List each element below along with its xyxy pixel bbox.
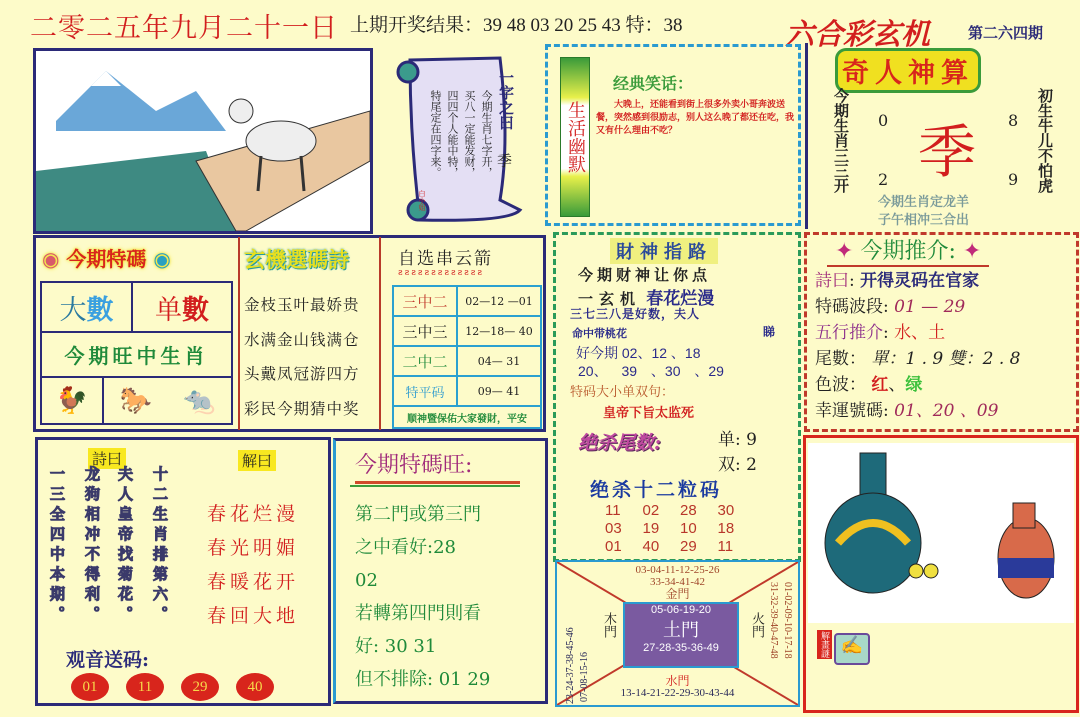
earth-nums-top: 05-06-19-20 xyxy=(651,604,711,616)
scroll-title: 一字之曰 xyxy=(497,70,515,130)
double-value: 2 xyxy=(746,455,757,475)
rat-icon: 🐀 xyxy=(183,385,216,416)
poem-text: 开得灵码在官家 xyxy=(860,271,980,291)
big-label-2: 數 xyxy=(86,294,114,326)
row-label: 二中二 xyxy=(393,346,457,376)
tema-title xyxy=(42,243,171,272)
qiren-panel xyxy=(805,43,1077,229)
shiyue-col: 一三全四中本期。 xyxy=(48,466,66,626)
jie-label: 解曰 xyxy=(238,450,276,471)
divider xyxy=(379,237,381,430)
joke-panel xyxy=(545,44,801,226)
tail-label: 尾數： xyxy=(815,349,866,369)
wood-nums-1: 07-08-15-16 xyxy=(579,652,590,702)
color-row: 色波： 红、绿 xyxy=(815,375,923,395)
single-label: 单: xyxy=(718,430,741,450)
earth-nums-bottom: 27-28-35-36-49 xyxy=(643,642,719,654)
kill-number: 18 xyxy=(717,520,735,537)
poem-row: 詩曰: 开得灵码在官家 xyxy=(815,271,980,291)
single-label: 单 xyxy=(155,294,182,326)
table-row xyxy=(393,406,541,428)
shiyue-col: 夫人皇帝找菊花。 xyxy=(116,466,134,626)
metal-gate xyxy=(557,564,798,600)
dxds-title: 特码大小单双句： xyxy=(570,385,675,400)
shiyue-col: 十二生肖排第六。 xyxy=(151,466,169,626)
jie-line: 春花烂漫 xyxy=(207,503,300,525)
divider xyxy=(350,485,520,487)
wang-line: 02 xyxy=(355,570,378,591)
number-ball: 01 xyxy=(71,673,109,701)
qiren-big-char: 季 xyxy=(918,118,977,186)
row-label: 特平码 xyxy=(393,376,457,406)
picture-puzzle-panel xyxy=(803,435,1079,713)
wuxing-value: 水、土 xyxy=(894,323,946,343)
single-label-2: 數 xyxy=(182,294,209,326)
caishen-line-5: 好今期 02、12 、18 xyxy=(576,345,701,361)
metal-nums-2: 33-34-41-42 xyxy=(650,576,705,588)
kill-number: 40 xyxy=(642,538,660,555)
poem-title: 玄機選碼詩 xyxy=(244,247,349,272)
wave-label: 特碼波段 xyxy=(815,297,883,317)
row-label: 三中二 xyxy=(393,286,457,316)
gates-panel xyxy=(555,560,800,707)
arrow-table xyxy=(392,285,542,429)
color-red: 红 xyxy=(871,375,889,395)
joke-banner: 生活幽默 xyxy=(560,57,590,217)
kill-number: 01 xyxy=(605,538,622,555)
target-icon: ◉ xyxy=(42,247,60,271)
poem-line: 彩民今期猜中奖 xyxy=(244,399,360,418)
rooster-icon: 🐓 xyxy=(40,376,104,425)
row-label: 三中三 xyxy=(393,316,457,346)
jie-line: 春暖花开 xyxy=(207,571,300,593)
dxds-text: 皇帝下旨太监死 xyxy=(603,406,695,421)
qiren-line-1: 今期生肖定龙羊 xyxy=(878,195,970,210)
qiren-line-2: 子午相冲三合出 xyxy=(878,213,970,228)
target-icon: ◉ xyxy=(153,247,171,271)
special-label: 特： xyxy=(625,15,664,36)
poem-line: 金枝玉叶最娇贵 xyxy=(244,296,360,314)
divider xyxy=(238,237,240,430)
star-icon: ✦ xyxy=(962,239,982,264)
fire-gate-label: 火門 xyxy=(749,612,764,638)
qiren-right-text: 初生牛儿不怕虎 xyxy=(1036,88,1054,193)
kill-double xyxy=(718,450,757,475)
single-number-cell xyxy=(131,281,233,333)
goat-picture xyxy=(33,48,373,234)
qiren-digit-1: 0 xyxy=(878,111,889,130)
caishen-title: 財神指路 xyxy=(610,238,718,264)
table-row xyxy=(393,286,541,316)
scroll-panel xyxy=(390,50,530,226)
tema-title-text: 今期特碼 xyxy=(66,247,147,271)
kill-number: 19 xyxy=(642,520,660,537)
scroll-line-3: 四四个人能中特， xyxy=(446,90,459,178)
caishen-line-4: 命中带桃花 xyxy=(572,327,627,340)
big-number-cell xyxy=(40,281,133,333)
row-value: 02—12 —01 xyxy=(457,286,541,316)
kill-number: 30 xyxy=(717,502,735,519)
poem-label: 詩曰 xyxy=(815,271,849,291)
water-nums: 13-14-21-22-29-30-43-44 xyxy=(620,687,735,699)
kill-number: 11 xyxy=(717,538,734,555)
last-result xyxy=(350,10,683,37)
special-number: 38 xyxy=(663,15,683,36)
tail-double: 雙：2 . 8 xyxy=(948,349,1021,369)
shiyue-label: 詩曰 xyxy=(88,448,126,469)
result-label: 上期开奖结果： xyxy=(350,15,484,36)
jie-line: 春回大地 xyxy=(207,605,300,627)
single-value: 9 xyxy=(746,430,757,450)
table-row xyxy=(393,316,541,346)
decorative-wave: ƨƨƨƨƨƨƨƨƨƨƨƨƨ xyxy=(398,268,485,278)
goat-illustration xyxy=(36,51,370,231)
kill-number: 10 xyxy=(680,520,697,537)
date-title: 二零二五年九月二十一日 xyxy=(30,13,338,44)
kill-number: 02 xyxy=(642,502,660,519)
wave-row: 特碼波段: 01 — 29 xyxy=(815,297,966,317)
star-icon: ✦ xyxy=(835,239,854,264)
vase-illustration xyxy=(808,443,1074,623)
color-label: 色波： xyxy=(815,375,866,395)
qiren-title: 奇人神算 xyxy=(838,51,978,90)
number-ball: 11 xyxy=(126,673,164,701)
kill-single xyxy=(718,425,757,450)
qiren-left-text: 今期生肖三三开 xyxy=(832,88,850,193)
wang-line: 好: 30 31 xyxy=(355,636,437,657)
horse-icon: 🐎 xyxy=(119,385,152,416)
qiren-digit-2: 8 xyxy=(1008,111,1019,130)
kill12-title: 绝杀十二粒码 xyxy=(590,479,723,501)
tuijie-title-text: 今期推介: xyxy=(860,239,956,264)
wang-title: 今期特碼旺: xyxy=(355,448,520,484)
row-value: 09— 41 xyxy=(457,376,541,406)
jie-lines xyxy=(207,497,299,633)
book-icon: ✍ xyxy=(834,633,870,665)
fire-nums-2: 31-32-39-40-47-48 xyxy=(768,582,779,659)
wang-line: 但不排除: 01 29 xyxy=(355,669,491,690)
line2a: 一玄机 xyxy=(578,290,642,308)
poem-lines xyxy=(244,288,360,426)
wuxing-row: 五行推介: 水、土 xyxy=(815,323,946,343)
caishen-line-6: 20、 39 、30 、29 xyxy=(578,363,724,379)
joke-title: 经典笑话： xyxy=(613,74,694,93)
fire-nums-1: 01-02-09-10-17-18 xyxy=(782,582,793,659)
kill-number: 11 xyxy=(605,502,621,519)
scroll-line-2: 买八一定能发财， xyxy=(463,90,476,178)
tuijie-title xyxy=(827,234,989,267)
kill-number: 28 xyxy=(680,502,697,519)
kill-number: 03 xyxy=(605,520,622,537)
double-label: 双: xyxy=(718,455,741,475)
scroll-seal: 白小姐 xyxy=(418,190,426,211)
poem-line: 头戴凤冠游四方 xyxy=(244,365,360,383)
kill12-grid xyxy=(605,502,755,556)
metal-nums-1: 03-04-11-12-25-26 xyxy=(635,564,720,576)
number-ball: 40 xyxy=(236,673,274,701)
lucky-label: 幸運號碼 xyxy=(815,401,883,421)
kill-number: 29 xyxy=(680,538,697,555)
big-label: 大 xyxy=(59,294,87,326)
earth-gate xyxy=(623,602,739,668)
caishen-line-4b: 睇 xyxy=(763,325,776,339)
poem-line: 水满金山钱满仓 xyxy=(244,330,360,349)
scroll-line-1: 今期生肖七字开， xyxy=(480,90,493,178)
table-row xyxy=(393,346,541,376)
caishen-line-1: 今期财神让你点 xyxy=(578,266,712,284)
lucky-row: 幸運號碼: 01、20 、09 xyxy=(815,401,999,421)
tail-single: 單：1 . 9 xyxy=(871,349,944,369)
kill-tail-title: 绝杀尾数: xyxy=(578,432,662,454)
brand-title: 六合彩玄机 xyxy=(785,17,931,51)
result-numbers: 39 48 03 20 25 43 xyxy=(483,15,621,36)
jie-line: 春光明媚 xyxy=(207,537,300,559)
wang-lines xyxy=(355,498,490,696)
line2b: 春花烂漫 xyxy=(646,289,715,309)
shiyue-col: 龙狗相冲不得利。 xyxy=(83,466,101,626)
wood-gate-label: 木門 xyxy=(601,612,616,638)
lucky-value: 01、20 、09 xyxy=(894,401,999,421)
wang-line: 之中看好:28 xyxy=(355,537,456,558)
guanyin-title: 观音送码: xyxy=(66,649,150,671)
wave-value: 01 — 29 xyxy=(894,297,966,317)
table-row xyxy=(393,376,541,406)
scroll-title-char: 季 xyxy=(497,152,513,170)
row-value: 04— 31 xyxy=(457,346,541,376)
arrow-title: 自选串云箭 xyxy=(398,249,493,269)
row-value: 12—18— 40 xyxy=(457,316,541,346)
qiren-digit-3: 2 xyxy=(878,170,889,189)
color-green: 绿 xyxy=(905,375,923,395)
animals-cell xyxy=(102,376,233,425)
arrow-footer: 顺神暨保佑大家發財，平安 xyxy=(393,406,541,428)
issue-number: 第二六四期 xyxy=(968,24,1044,42)
tuijie-body xyxy=(815,268,1075,424)
caishen-line-3: 三七三八是好数，夫人 xyxy=(570,307,701,321)
zodiac-title: 今期旺中生肖 xyxy=(40,331,233,378)
puzzle-tag: 解畫謎 xyxy=(817,630,832,659)
earth-gate-label: 土門 xyxy=(663,620,699,641)
water-gate-label: 水門 xyxy=(665,674,690,688)
wood-nums-2: 23-24-37-38-45-46 xyxy=(565,627,576,704)
wuxing-label: 五行推介 xyxy=(815,323,883,343)
joke-text: 大晚上，还能看到街上很多外卖小哥奔波送餐，突然感到很励志，别人这么晚了都还在吃，我又有什么理由不吃？ xyxy=(596,100,795,136)
wang-line: 若轉第四門則看 xyxy=(355,603,481,624)
scroll-line-4: 特尾定在四字来。 xyxy=(429,90,442,178)
wang-line: 第二門或第三門 xyxy=(355,504,481,525)
tail-row xyxy=(815,346,1075,372)
guanyin-balls xyxy=(71,673,291,701)
vase-icon xyxy=(808,443,1074,623)
qiren-digit-4: 9 xyxy=(1008,170,1019,189)
metal-gate-label: 金門 xyxy=(665,587,690,601)
number-ball: 29 xyxy=(181,673,219,701)
